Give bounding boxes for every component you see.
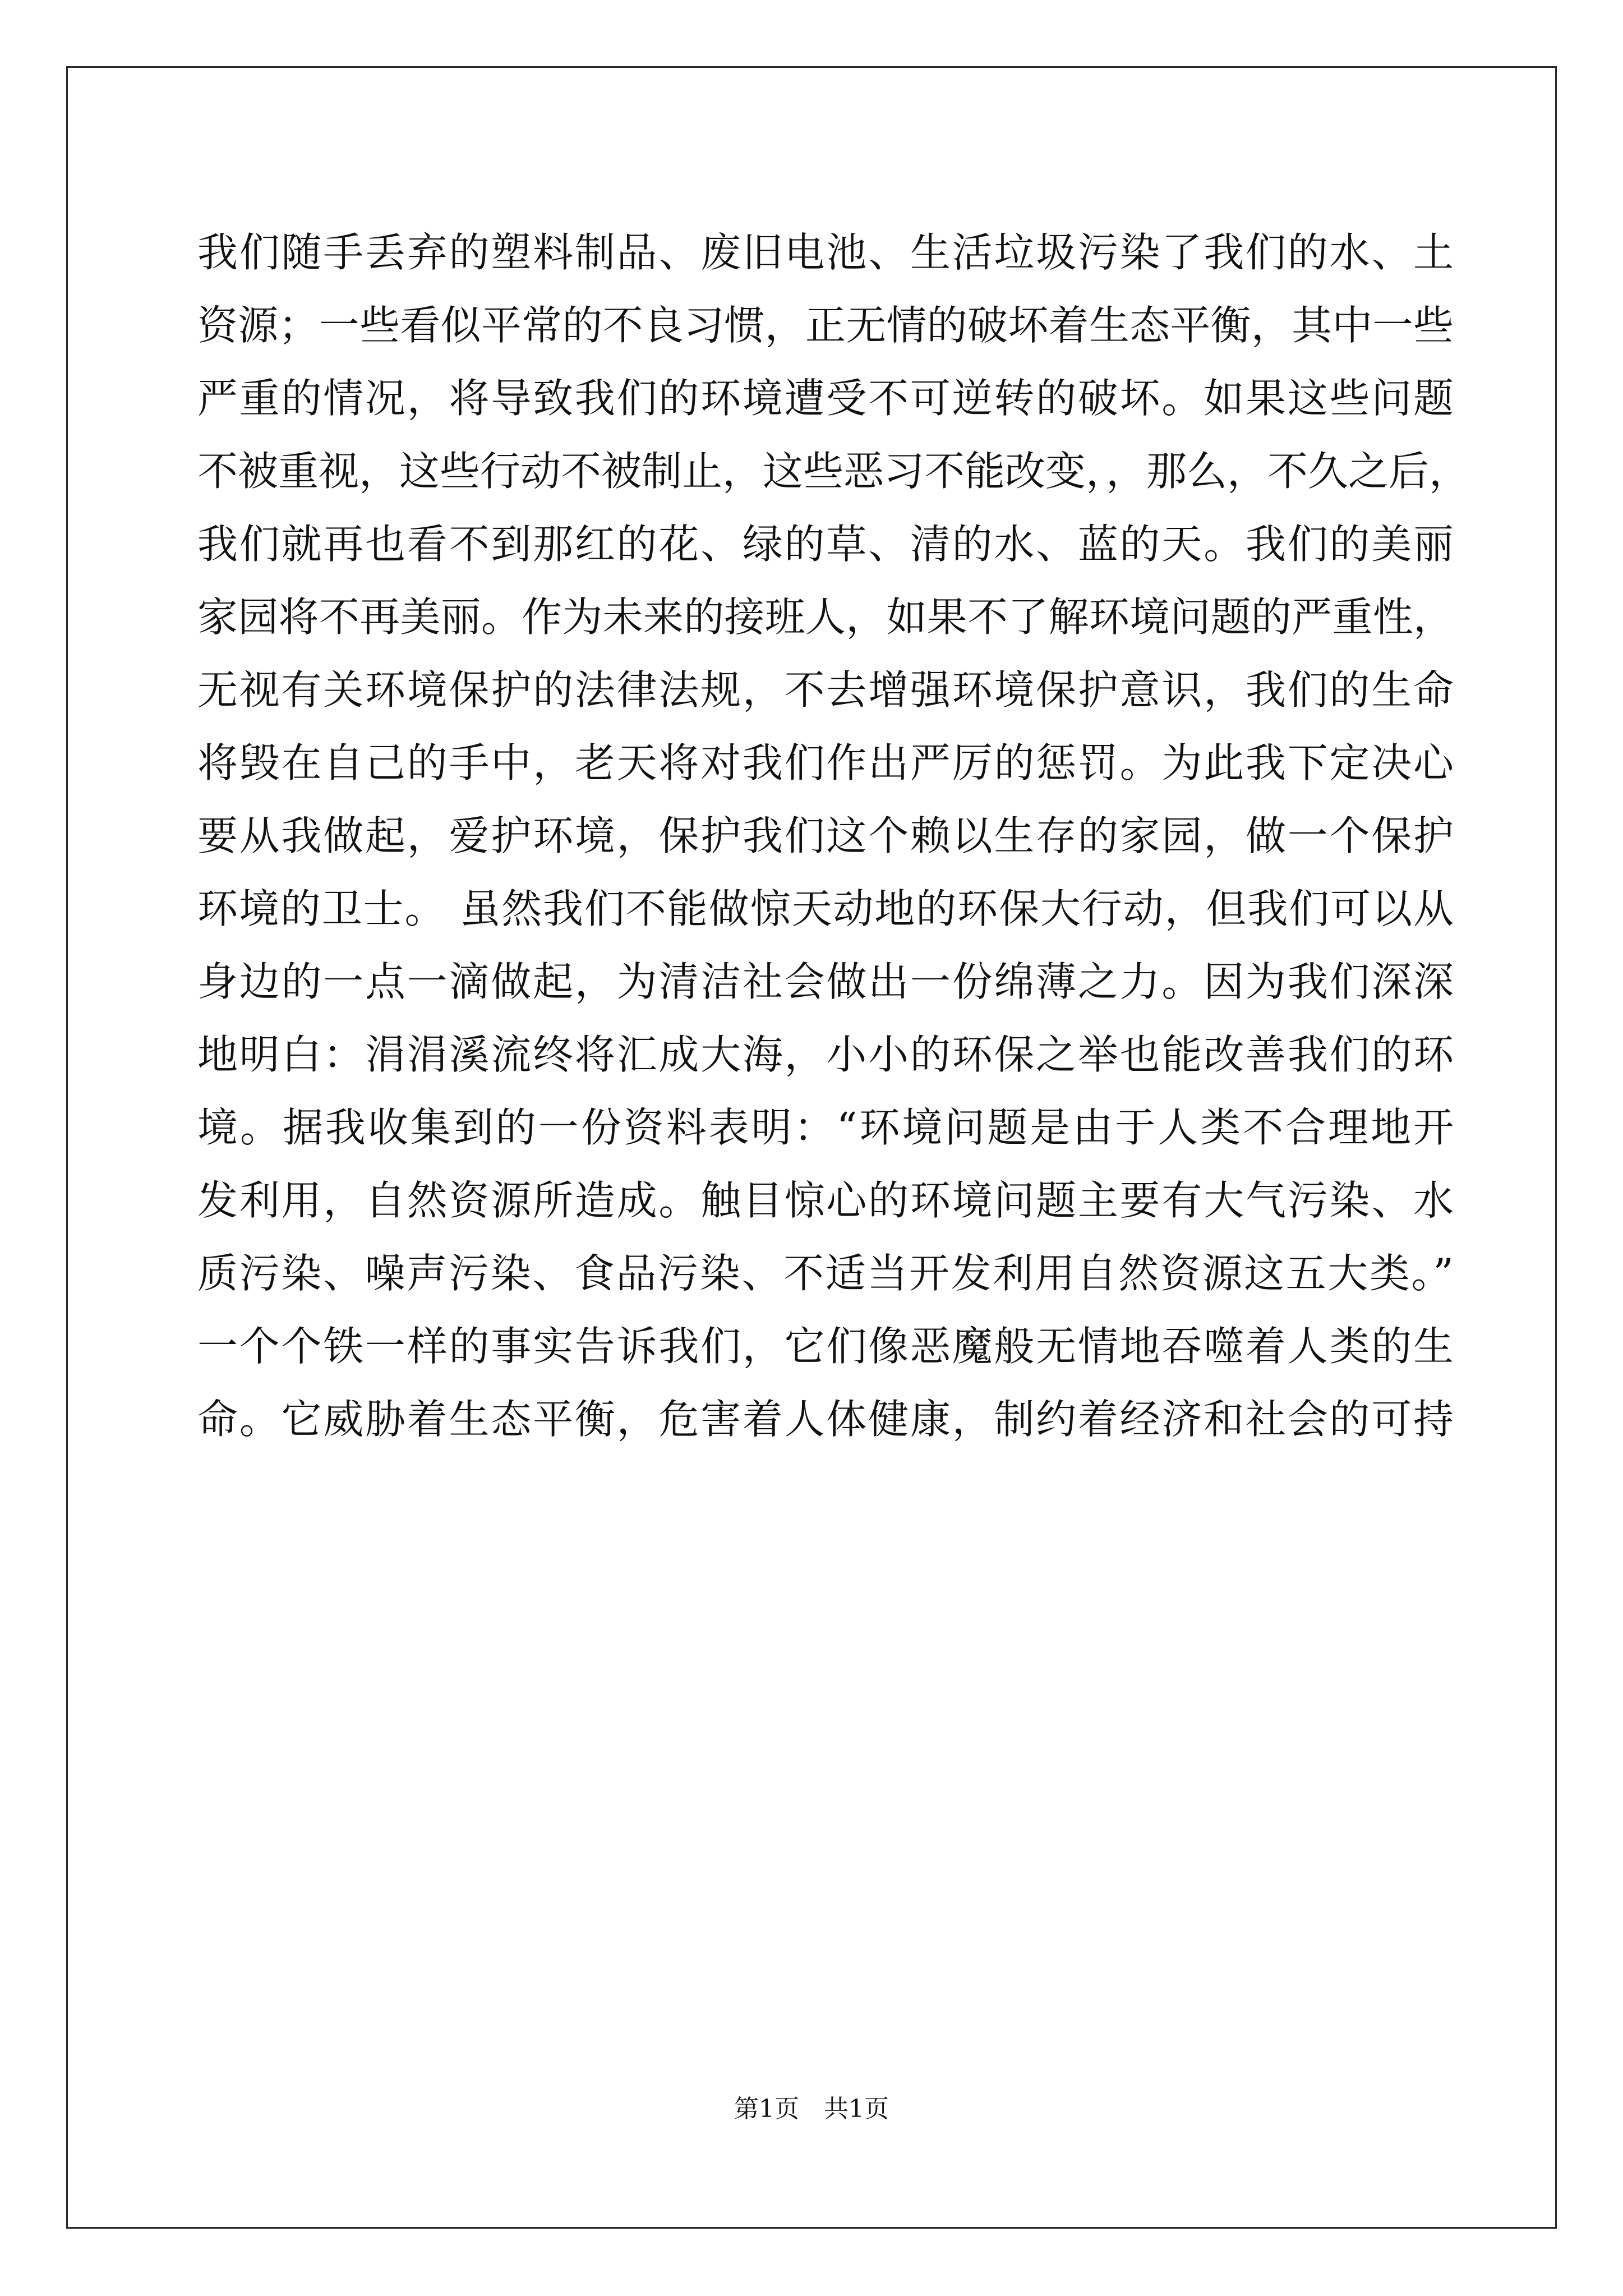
text-line: 无视有关环境保护的法律法规，不去增强环境保护意识，我们的生命 [197, 666, 1454, 714]
text-line: 资源；一些看似平常的不良习惯，正无情的破坏着生态平衡，其中一些 [197, 302, 1454, 349]
text-line: 一个个铁一样的事实告诉我们，它们像恶魔般无情地吞噬着人类的生 [197, 1323, 1454, 1370]
page-footer: 第1页 共1页 [734, 2095, 889, 2123]
text-line: 环境的卫士。 虽然我们不能做惊天动地的环保大行动，但我们可以从 [197, 885, 1454, 932]
text-line: 我们就再也看不到那红的花、绿的草、清的水、蓝的天。我们的美丽 [197, 521, 1454, 568]
text-line: 命。它威胁着生态平衡，危害着人体健康，制约着经济和社会的可持 [197, 1396, 1454, 1443]
text-line: 地明白：涓涓溪流终将汇成大海，小小的环保之举也能改善我们的环 [197, 1031, 1454, 1078]
text-line: 严重的情况，将导致我们的环境遭受不可逆转的破坏。如果这些问题 [197, 375, 1454, 422]
text-line: 身边的一点一滴做起，为清洁社会做出一份绵薄之力。因为我们深深 [197, 958, 1454, 1005]
text-line: 家园将不再美丽。作为未来的接班人，如果不了解环境问题的严重性， [197, 593, 1454, 641]
text-line: 质污染、噪声污染、食品污染、不适当开发利用自然资源这五大类。” [197, 1250, 1454, 1297]
text-line: 发利用，自然资源所造成。触目惊心的环境问题主要有大气污染、水 [197, 1177, 1454, 1224]
text-line: 将毁在自己的手中，老天将对我们作出严厉的惩罚。为此我下定决心 [197, 739, 1454, 786]
text-line: 我们随手丢弃的塑料制品、废旧电池、生活垃圾污染了我们的水、土 [197, 229, 1454, 276]
text-line: 境。据我收集到的一份资料表明：“环境问题是由于人类不合理地开 [197, 1104, 1454, 1151]
text-line: 要从我做起，爱护环境，保护我们这个赖以生存的家园，做一个保护 [197, 812, 1454, 859]
text-line: 不被重视，这些行动不被制止，这些恶习不能改变，，那么，不久之后， [197, 448, 1470, 495]
